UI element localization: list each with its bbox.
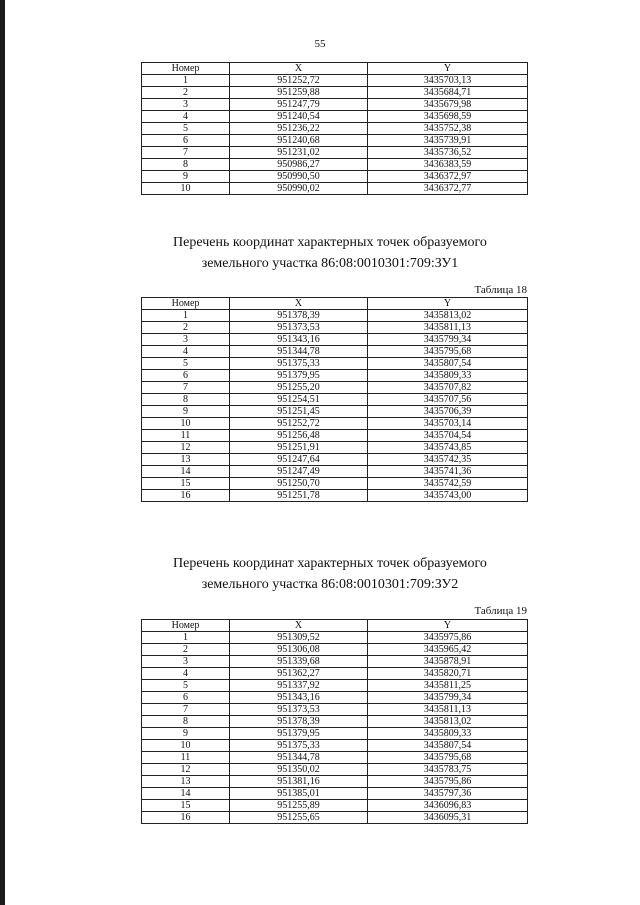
y-coordinate-cell: 3436096,83 (368, 800, 528, 812)
y-coordinate-cell: 3435795,86 (368, 776, 528, 788)
x-coordinate-cell: 951375,33 (230, 358, 368, 370)
table-row (142, 183, 528, 195)
y-coordinate-cell: 3436372,97 (368, 171, 528, 183)
x-coordinate-cell: 951350,02 (230, 764, 368, 776)
table-row (142, 656, 528, 668)
x-coordinate-cell: 951339,68 (230, 656, 368, 668)
x-coordinate-cell: 951309,52 (230, 632, 368, 644)
table-row (142, 430, 528, 442)
table-row (142, 418, 528, 430)
point-number-cell: 3 (142, 656, 230, 668)
point-number-cell: 10 (142, 183, 230, 195)
y-coordinate-cell: 3435703,14 (368, 418, 528, 430)
table-row (142, 668, 528, 680)
table-row (142, 159, 528, 171)
y-coordinate-cell: 3435807,54 (368, 358, 528, 370)
point-number-cell: 9 (142, 171, 230, 183)
table-row (142, 135, 528, 147)
point-number-cell: 16 (142, 812, 230, 824)
table-row (142, 764, 528, 776)
y-coordinate-cell: 3435706,39 (368, 406, 528, 418)
x-coordinate-cell: 950990,50 (230, 171, 368, 183)
table-caption-18: Таблица 18 (474, 284, 527, 296)
y-coordinate-cell: 3435704,54 (368, 430, 528, 442)
x-coordinate-cell: 950990,02 (230, 183, 368, 195)
point-number-cell: 7 (142, 147, 230, 159)
point-number-cell: 2 (142, 644, 230, 656)
table-row (142, 716, 528, 728)
y-coordinate-cell: 3435752,38 (368, 123, 528, 135)
table-row (142, 310, 528, 322)
point-number-cell: 7 (142, 382, 230, 394)
y-coordinate-cell: 3435807,54 (368, 740, 528, 752)
table-row (142, 346, 528, 358)
x-coordinate-cell: 951378,39 (230, 310, 368, 322)
column-header-x: X (230, 63, 368, 75)
heading-line: Перечень координат характерных точек образуемого (173, 235, 487, 250)
table-row (142, 632, 528, 644)
point-number-cell: 1 (142, 632, 230, 644)
table-row (142, 322, 528, 334)
x-coordinate-cell: 951250,70 (230, 478, 368, 490)
y-coordinate-cell: 3435684,71 (368, 87, 528, 99)
point-number-cell: 3 (142, 334, 230, 346)
column-header-y: Y (368, 620, 528, 632)
y-coordinate-cell: 3435741,36 (368, 466, 528, 478)
heading-line: земельного участка 86:08:0010301:709:ЗУ2 (201, 577, 459, 592)
page-number: 55 (314, 38, 326, 50)
table-body (142, 632, 528, 824)
y-coordinate-cell: 3435878,91 (368, 656, 528, 668)
x-coordinate-cell: 951255,89 (230, 800, 368, 812)
column-header-y: Y (368, 63, 528, 75)
point-number-cell: 11 (142, 752, 230, 764)
table-row (142, 788, 528, 800)
table-row (142, 99, 528, 111)
table-caption-19: Таблица 19 (474, 605, 527, 617)
y-coordinate-cell: 3435743,00 (368, 490, 528, 502)
point-number-cell: 5 (142, 358, 230, 370)
x-coordinate-cell: 951362,27 (230, 668, 368, 680)
point-number-cell: 8 (142, 716, 230, 728)
table-row (142, 334, 528, 346)
point-number-cell: 6 (142, 370, 230, 382)
point-number-cell: 7 (142, 704, 230, 716)
point-number-cell: 5 (142, 123, 230, 135)
point-number-cell: 12 (142, 764, 230, 776)
point-number-cell: 4 (142, 668, 230, 680)
column-header-x: X (230, 620, 368, 632)
y-coordinate-cell: 3435795,68 (368, 752, 528, 764)
y-coordinate-cell: 3435742,59 (368, 478, 528, 490)
coordinates-table-continued (141, 62, 528, 195)
point-number-cell: 9 (142, 728, 230, 740)
y-coordinate-cell: 3435797,36 (368, 788, 528, 800)
point-number-cell: 4 (142, 346, 230, 358)
scan-edge-shadow (0, 0, 5, 905)
section-heading-zu1 (0, 232, 640, 274)
y-coordinate-cell: 3435811,25 (368, 680, 528, 692)
x-coordinate-cell: 951252,72 (230, 418, 368, 430)
table-header-row (142, 298, 528, 310)
x-coordinate-cell: 951373,53 (230, 704, 368, 716)
point-number-cell: 16 (142, 490, 230, 502)
table-row (142, 812, 528, 824)
x-coordinate-cell: 951255,20 (230, 382, 368, 394)
coordinates-table-zu2 (141, 619, 528, 824)
y-coordinate-cell: 3436372,77 (368, 183, 528, 195)
point-number-cell: 1 (142, 75, 230, 87)
x-coordinate-cell: 951240,68 (230, 135, 368, 147)
column-header-number: Номер (142, 620, 230, 632)
x-coordinate-cell: 951236,22 (230, 123, 368, 135)
y-coordinate-cell: 3435811,13 (368, 704, 528, 716)
table-row (142, 442, 528, 454)
table-body (142, 310, 528, 502)
x-coordinate-cell: 951344,78 (230, 752, 368, 764)
heading-line: земельного участка 86:08:0010301:709:ЗУ1 (201, 256, 459, 271)
point-number-cell: 2 (142, 87, 230, 99)
y-coordinate-cell: 3435703,13 (368, 75, 528, 87)
y-coordinate-cell: 3435820,71 (368, 668, 528, 680)
x-coordinate-cell: 951251,78 (230, 490, 368, 502)
y-coordinate-cell: 3435742,35 (368, 454, 528, 466)
point-number-cell: 8 (142, 394, 230, 406)
table-row (142, 692, 528, 704)
point-number-cell: 13 (142, 776, 230, 788)
point-number-cell: 6 (142, 135, 230, 147)
point-number-cell: 14 (142, 466, 230, 478)
table-row (142, 75, 528, 87)
x-coordinate-cell: 951381,16 (230, 776, 368, 788)
x-coordinate-cell: 951375,33 (230, 740, 368, 752)
table-row (142, 147, 528, 159)
y-coordinate-cell: 3435965,42 (368, 644, 528, 656)
x-coordinate-cell: 951254,51 (230, 394, 368, 406)
table-row (142, 406, 528, 418)
column-header-number: Номер (142, 298, 230, 310)
point-number-cell: 11 (142, 430, 230, 442)
x-coordinate-cell: 951247,79 (230, 99, 368, 111)
table-row (142, 382, 528, 394)
x-coordinate-cell: 951343,16 (230, 334, 368, 346)
table-row (142, 728, 528, 740)
y-coordinate-cell: 3435783,75 (368, 764, 528, 776)
table-header-row (142, 620, 528, 632)
point-number-cell: 5 (142, 680, 230, 692)
y-coordinate-cell: 3435707,56 (368, 394, 528, 406)
table-row (142, 644, 528, 656)
coordinates-table-zu1 (141, 297, 528, 502)
point-number-cell: 15 (142, 478, 230, 490)
table-row (142, 358, 528, 370)
table-row (142, 704, 528, 716)
x-coordinate-cell: 951231,02 (230, 147, 368, 159)
point-number-cell: 3 (142, 99, 230, 111)
table-row (142, 123, 528, 135)
x-coordinate-cell: 951252,72 (230, 75, 368, 87)
y-coordinate-cell: 3435799,34 (368, 692, 528, 704)
point-number-cell: 15 (142, 800, 230, 812)
table-header-row (142, 63, 528, 75)
point-number-cell: 2 (142, 322, 230, 334)
x-coordinate-cell: 951379,95 (230, 728, 368, 740)
column-header-number: Номер (142, 63, 230, 75)
y-coordinate-cell: 3435736,52 (368, 147, 528, 159)
x-coordinate-cell: 951337,92 (230, 680, 368, 692)
x-coordinate-cell: 951255,65 (230, 812, 368, 824)
x-coordinate-cell: 951343,16 (230, 692, 368, 704)
table-row (142, 466, 528, 478)
point-number-cell: 10 (142, 740, 230, 752)
point-number-cell: 12 (142, 442, 230, 454)
x-coordinate-cell: 951373,53 (230, 322, 368, 334)
table-row (142, 680, 528, 692)
table-row (142, 87, 528, 99)
y-coordinate-cell: 3435795,68 (368, 346, 528, 358)
x-coordinate-cell: 950986,27 (230, 159, 368, 171)
table-row (142, 111, 528, 123)
point-number-cell: 6 (142, 692, 230, 704)
y-coordinate-cell: 3435813,02 (368, 716, 528, 728)
x-coordinate-cell: 951344,78 (230, 346, 368, 358)
y-coordinate-cell: 3436095,31 (368, 812, 528, 824)
y-coordinate-cell: 3435698,59 (368, 111, 528, 123)
table-row (142, 478, 528, 490)
table-row (142, 394, 528, 406)
section-heading-zu2 (0, 553, 640, 595)
x-coordinate-cell: 951247,49 (230, 466, 368, 478)
x-coordinate-cell: 951251,45 (230, 406, 368, 418)
y-coordinate-cell: 3435809,33 (368, 370, 528, 382)
y-coordinate-cell: 3435739,91 (368, 135, 528, 147)
point-number-cell: 13 (142, 454, 230, 466)
y-coordinate-cell: 3435811,13 (368, 322, 528, 334)
point-number-cell: 4 (142, 111, 230, 123)
x-coordinate-cell: 951240,54 (230, 111, 368, 123)
y-coordinate-cell: 3435799,34 (368, 334, 528, 346)
x-coordinate-cell: 951378,39 (230, 716, 368, 728)
table-row (142, 454, 528, 466)
point-number-cell: 14 (142, 788, 230, 800)
table-row (142, 800, 528, 812)
point-number-cell: 9 (142, 406, 230, 418)
table-row (142, 370, 528, 382)
y-coordinate-cell: 3435707,82 (368, 382, 528, 394)
x-coordinate-cell: 951247,64 (230, 454, 368, 466)
table-row (142, 740, 528, 752)
x-coordinate-cell: 951259,88 (230, 87, 368, 99)
table-row (142, 752, 528, 764)
column-header-x: X (230, 298, 368, 310)
x-coordinate-cell: 951379,95 (230, 370, 368, 382)
y-coordinate-cell: 3435809,33 (368, 728, 528, 740)
table-row (142, 171, 528, 183)
x-coordinate-cell: 951251,91 (230, 442, 368, 454)
table-row (142, 776, 528, 788)
table-body (142, 75, 528, 195)
y-coordinate-cell: 3435679,98 (368, 99, 528, 111)
column-header-y: Y (368, 298, 528, 310)
point-number-cell: 10 (142, 418, 230, 430)
y-coordinate-cell: 3435813,02 (368, 310, 528, 322)
y-coordinate-cell: 3435975,86 (368, 632, 528, 644)
y-coordinate-cell: 3435743,85 (368, 442, 528, 454)
point-number-cell: 8 (142, 159, 230, 171)
point-number-cell: 1 (142, 310, 230, 322)
x-coordinate-cell: 951256,48 (230, 430, 368, 442)
y-coordinate-cell: 3436383,59 (368, 159, 528, 171)
x-coordinate-cell: 951385,01 (230, 788, 368, 800)
x-coordinate-cell: 951306,08 (230, 644, 368, 656)
table-row (142, 490, 528, 502)
heading-line: Перечень координат характерных точек образуемого (173, 556, 487, 571)
